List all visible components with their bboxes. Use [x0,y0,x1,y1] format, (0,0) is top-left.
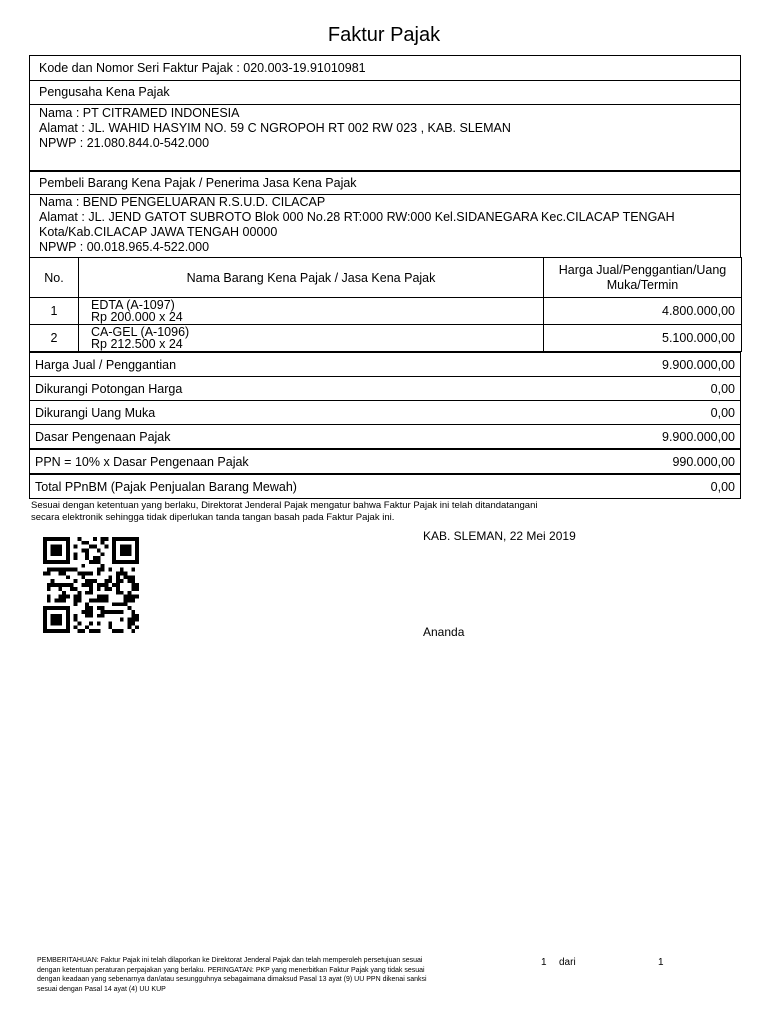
page-total: 1 [658,957,664,968]
e-signature-note [31,500,611,524]
item-desc [79,325,544,352]
summary-value: 9.900.000,00 [662,429,735,444]
summary-label: Harga Jual / Penggantian [35,357,177,372]
summary-value: 0,00 [710,479,735,494]
page-current: 1 [541,957,547,968]
note-line-1: Sesuai dengan ketentuan yang berlaku, Direktorat Jenderal Pajak mengatur bahwa Faktur Pajak ini telah ditandatangani [31,500,538,511]
footer-notice [37,956,477,994]
kode-text: Kode dan Nomor Seri Faktur Pajak : 020.003-19.91010981 [39,61,366,75]
item-detail: Rp 200.000 x 24 [91,310,183,324]
item-detail: Rp 212.500 x 24 [91,337,183,351]
summary-label: Dikurangi Potongan Harga [35,381,183,396]
items-table [29,257,742,352]
pembeli-npwp: NPWP : 00.018.965.4-522.000 [39,240,210,254]
footer-line: sesuai dengan Pasal 14 ayat (4) UU KUP [37,985,166,993]
header-harga-line-2: Muka/Termin [606,277,679,292]
document-title: Faktur Pajak [327,24,441,46]
summary-label: Dikurangi Uang Muka [35,405,156,420]
footer-line: dengan keadaan yang sebenarnya dan/atau sesungguhnya sebagaimana dimaksud Pasal 13 ayat (9) UU PPN dikenai sanksi [37,976,427,983]
qr-code-icon [40,537,142,633]
item-name: EDTA (A-1097) [91,298,175,312]
signer-name: Ananda [423,625,465,639]
pembeli-alamat-2: Kota/Kab.CILACAP JAWA TENGAH 00000 [39,225,278,239]
pengusaha-header-row [29,80,741,105]
header-harga-line-1: Harga Jual/Penggantian/Uang [558,262,727,277]
pengusaha-alamat: Alamat : JL. WAHID HASYIM NO. 59 C NGROPOH RT 002 RW 023 , KAB. SLEMAN [39,121,511,135]
note-line-2: secara elektronik sehingga tidak diperlukan tanda tangan basah pada Faktur Pajak ini. [31,512,395,523]
item-desc [79,298,544,325]
item-no: 1 [30,298,79,325]
kode-row [29,55,741,81]
item-amount: 4.800.000,00 [544,298,742,325]
footer-line: PEMBERITAHUAN: Faktur Pajak ini telah dilaporkan ke Direktorat Jenderal Pajak dan telah memperoleh persetujuan sesuai [37,957,423,964]
summary-value: 0,00 [710,381,735,396]
header-no: No. [30,258,79,298]
place-date: KAB. SLEMAN, 22 Mei 2019 [423,529,576,543]
summary-ppnbm [29,474,741,499]
item-amount: 5.100.000,00 [544,325,742,352]
pengusaha-nama: Nama : PT CITRAMED INDONESIA [39,106,240,120]
pengusaha-header: Pengusaha Kena Pajak [39,85,170,99]
summary-uang-muka [29,400,741,425]
item-no: 2 [30,325,79,352]
pembeli-nama: Nama : BEND PENGELUARAN R.S.U.D. CILACAP [39,195,326,209]
summary-label: PPN = 10% x Dasar Pengenaan Pajak [35,454,249,469]
summary-label: Total PPnBM (Pajak Penjualan Barang Mewah) [35,479,297,494]
header-harga [544,258,742,298]
page-of-label: dari [559,957,576,968]
table-header-row [30,258,742,298]
summary-value: 990.000,00 [672,454,735,469]
footer-line: dengan ketentuan peraturan perpajakan yang berlaku. PERINGATAN: PKP yang menerbitkan Faktur Pajak yang tidak sesuai [37,966,425,974]
pembeli-header: Pembeli Barang Kena Pajak / Penerima Jasa Kena Pajak [39,176,357,190]
summary-potongan [29,376,741,401]
pengusaha-info [29,104,741,171]
pembeli-alamat-1: Alamat : JL. JEND GATOT SUBROTO Blok 000 No.28 RT:000 RW:000 Kel.SIDANEGARA Kec.CILACAP TENGAH [39,210,675,224]
summary-dasar-pengenaan [29,424,741,449]
table-row [30,298,742,325]
item-name: CA-GEL (A-1096) [91,325,190,339]
summary-value: 0,00 [710,405,735,420]
summary-harga-jual [29,352,741,377]
pembeli-info [29,194,741,258]
header-nama: Nama Barang Kena Pajak / Jasa Kena Pajak [79,258,544,298]
pengusaha-npwp: NPWP : 21.080.844.0-542.000 [39,136,210,150]
table-row [30,325,742,352]
summary-value: 9.900.000,00 [662,357,735,372]
summary-ppn [29,449,741,474]
pembeli-header-row [29,171,741,195]
summary-label: Dasar Pengenaan Pajak [35,429,171,444]
